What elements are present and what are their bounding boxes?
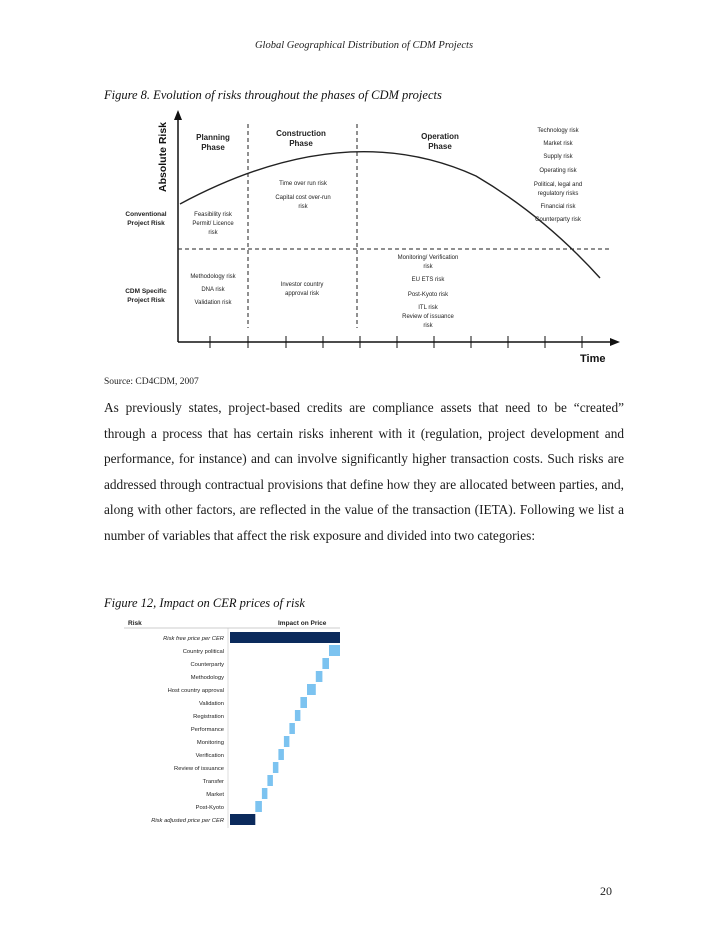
figure-source: Source: CD4CDM, 2007 [104, 377, 199, 387]
risk-text: Technology risk [537, 128, 579, 134]
risk-impact-bar [307, 684, 316, 695]
risk-impact-bar [284, 736, 290, 747]
risk-text: risk [298, 204, 308, 210]
risk-text: risk [423, 323, 433, 329]
risk-evolution-diagram [104, 106, 624, 372]
risk-text: Permit/ Licence [192, 221, 234, 227]
risk-text: risk [208, 230, 218, 236]
risk-text: Supply risk [543, 154, 573, 160]
risk-impact-bar [295, 710, 301, 721]
price-bar [230, 814, 255, 825]
waterfall-row-label: Risk adjusted price per CER [151, 818, 224, 824]
risk-impact-bar [255, 801, 262, 812]
waterfall-row-label: Methodology [190, 675, 224, 681]
risk-text: Methodology risk [190, 274, 236, 280]
cer-impact-waterfall-chart [120, 616, 345, 831]
phase-operation-line2: Phase [428, 142, 452, 151]
x-axis-arrow-icon [610, 338, 620, 346]
x-axis-label: Time [580, 353, 606, 365]
figure-8-caption: Figure 8. Evolution of risks throughout the phases of CDM projects [104, 88, 442, 102]
figure-12-caption: Figure 12, Impact on CER prices of risk [104, 596, 305, 610]
waterfall-row-label: Performance [190, 727, 224, 733]
risk-text: risk [423, 264, 433, 270]
body-paragraph [104, 395, 624, 548]
waterfall-row-label: Verification [195, 753, 224, 759]
risk-impact-bar [322, 658, 329, 669]
risk-impact-bar [289, 723, 295, 734]
risk-text: Validation risk [194, 300, 232, 306]
risk-text: Political, legal and [533, 182, 583, 188]
risk-impact-bar [316, 671, 323, 682]
waterfall-row-label: Post-Kyoto [195, 805, 224, 811]
risk-text: Capital cost over-run [275, 195, 331, 201]
risk-text: Counterparty risk [535, 217, 581, 223]
risk-text: Operating risk [539, 168, 577, 174]
phase-operation-line1: Operation [421, 132, 459, 141]
phase-construction-line2: Phase [289, 139, 313, 148]
waterfall-row-label: Risk free price per CER [163, 636, 224, 642]
y-axis-label: Absolute Risk [157, 121, 169, 192]
risk-impact-bar [300, 697, 307, 708]
risk-text: EU ETS risk [411, 277, 445, 283]
phase-construction-line1: Construction [276, 129, 326, 138]
risk-text: Post-Kyoto risk [407, 292, 449, 298]
price-bar [230, 632, 340, 643]
risk-impact-bar [262, 788, 268, 799]
page-number: 20 [600, 884, 612, 898]
waterfall-row-label: Review of issuance [174, 766, 224, 772]
risk-column-header: Risk [128, 620, 142, 627]
body-text: As previously states, project-based credits are compliance assets that need to be “created” through a process that has certain risks inherent with it (regulation, project development and performance, for instance) and can involve significantly higher transaction costs. Such risks are addressed through contractual provisions that define how they are allocated between parties, and, along with other factors, are reflected in the value of the transaction (IETA). Following we list a number of variables that affect the risk exposure and divided into two categories: [104, 400, 624, 543]
row-label-cdm-line2: Project Risk [127, 297, 165, 304]
risk-impact-bar [329, 645, 340, 656]
waterfall-row-label: Transfer [202, 779, 224, 785]
risk-text: Monitoring/ Verification [397, 255, 459, 261]
impact-column-header: Impact on Price [278, 620, 327, 627]
risk-impact-bar [278, 749, 284, 760]
risk-curve [180, 152, 600, 278]
waterfall-labels [151, 636, 225, 824]
risk-text: Financial risk [540, 204, 576, 210]
risk-text: Time over run risk [279, 181, 327, 187]
risk-impact-bar [273, 762, 279, 773]
waterfall-row-label: Market [206, 792, 224, 798]
waterfall-row-label: Validation [198, 701, 224, 707]
row-label-conventional-line2: Project Risk [127, 220, 165, 227]
risk-text: Market risk [543, 141, 573, 147]
risk-text: ITL risk [418, 305, 438, 311]
phase-planning-line1: Planning [196, 133, 230, 142]
risk-text: approval risk [284, 291, 320, 297]
risk-text: Review of issuance [402, 314, 454, 320]
waterfall-bars [230, 632, 340, 825]
risk-text: DNA risk [201, 287, 225, 293]
waterfall-row-label: Host country approval [167, 688, 224, 694]
waterfall-row-label: Counterparty [190, 662, 224, 668]
waterfall-row-label: Monitoring [196, 740, 224, 746]
risk-text: Feasibility risk [194, 212, 232, 218]
waterfall-row-label: Country political [182, 649, 224, 655]
risk-impact-bar [267, 775, 273, 786]
phase-planning-line2: Phase [201, 143, 225, 152]
risk-text: Investor country [280, 282, 324, 288]
row-label-cdm-line1: CDM Specific [125, 288, 167, 295]
y-axis-arrow-icon [174, 110, 182, 120]
risk-text: regulatory risks [537, 191, 579, 197]
waterfall-row-label: Registration [193, 714, 224, 720]
row-label-conventional-line1: Conventional [125, 211, 167, 218]
running-header: Global Geographical Distribution of CDM Projects [254, 40, 474, 51]
